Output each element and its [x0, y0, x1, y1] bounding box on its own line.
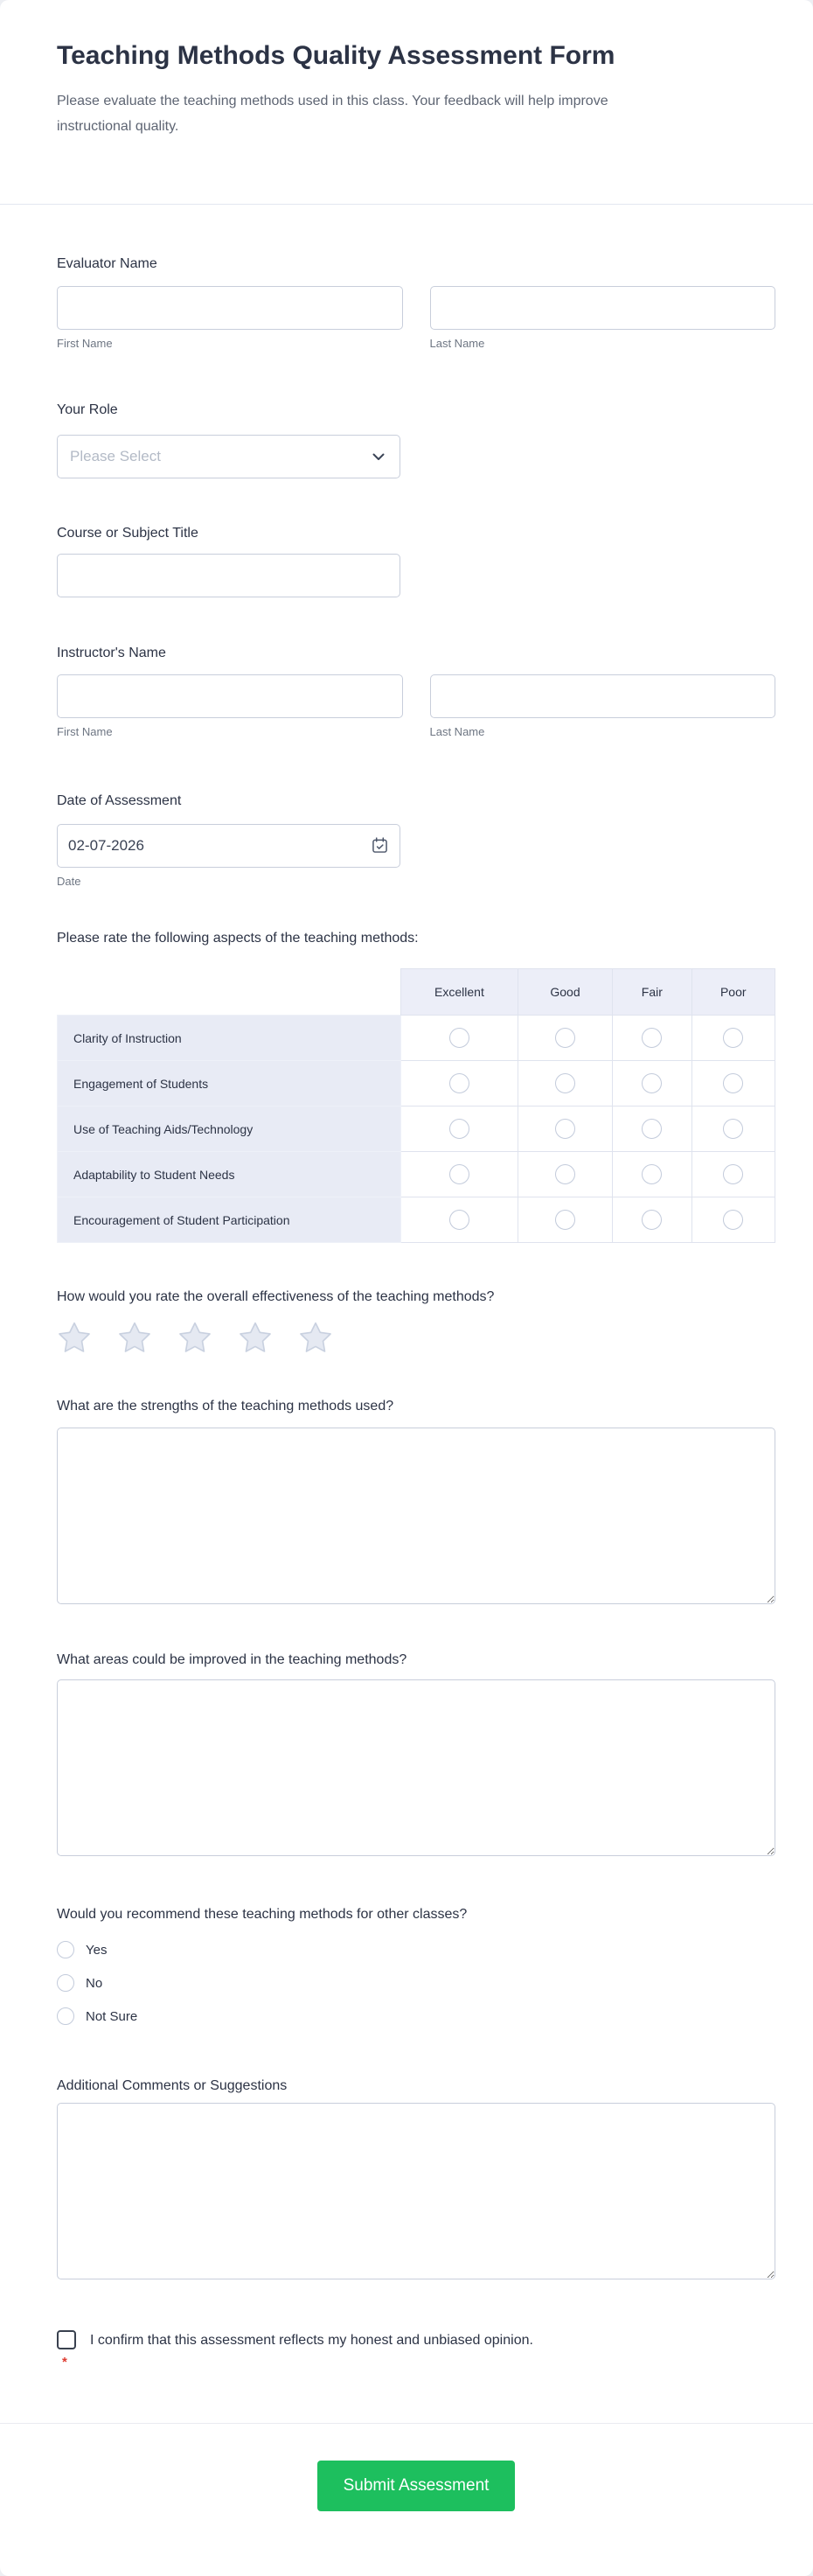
rating-radio-cell[interactable] — [613, 1061, 691, 1106]
option-label: Yes — [86, 1942, 108, 1958]
page-title: Teaching Methods Quality Assessment Form — [57, 41, 615, 70]
rating-table-label: Please rate the following aspects of the teaching methods: — [57, 931, 419, 946]
star-icon[interactable] — [238, 1321, 273, 1354]
rating-radio-cell[interactable] — [613, 1016, 691, 1061]
course-title-label: Course or Subject Title — [57, 526, 198, 541]
rating-column-header: Excellent — [401, 969, 518, 1016]
radio-icon — [642, 1073, 662, 1093]
radio-icon — [642, 1164, 662, 1184]
instructor-first-name-input[interactable] — [57, 674, 403, 718]
radio-icon — [723, 1210, 743, 1230]
radio-icon — [642, 1210, 662, 1230]
radio-icon — [449, 1210, 469, 1230]
option-label: Not Sure — [86, 2008, 138, 2024]
rating-column-header: Poor — [691, 969, 775, 1016]
rating-radio-cell[interactable] — [613, 1197, 691, 1243]
date-input[interactable] — [57, 824, 400, 868]
field-instructor-name — [57, 644, 775, 740]
field-overall-rating — [57, 1288, 775, 1354]
star-icon[interactable] — [117, 1321, 152, 1354]
rating-radio-cell[interactable] — [401, 1106, 518, 1152]
rating-row-label: Encouragement of Student Participation — [58, 1197, 401, 1243]
recommend-options — [57, 1937, 775, 2029]
radio-icon — [642, 1028, 662, 1048]
submit-button[interactable]: Submit Assessment — [317, 2461, 515, 2511]
radio-icon — [723, 1028, 743, 1048]
radio-icon — [723, 1164, 743, 1184]
rating-radio-cell[interactable] — [691, 1106, 775, 1152]
rating-column-header: Good — [518, 969, 612, 1016]
rating-row-label: Engagement of Students — [58, 1061, 401, 1106]
evaluator-first-name-input[interactable] — [57, 286, 403, 330]
radio-icon — [57, 1941, 74, 1958]
field-recommend — [57, 1905, 775, 2029]
form-header — [0, 0, 813, 139]
rating-radio-cell[interactable] — [518, 1152, 612, 1197]
radio-icon — [555, 1119, 575, 1139]
rating-row-label: Use of Teaching Aids/Technology — [58, 1106, 401, 1152]
option-label: No — [86, 1975, 103, 1991]
field-course-title — [57, 524, 775, 597]
recommend-option-no[interactable] — [57, 1970, 775, 1996]
rating-radio-cell[interactable] — [691, 1152, 775, 1197]
improvements-label: What areas could be improved in the teaching methods? — [57, 1652, 407, 1667]
recommend-option-not-sure[interactable] — [57, 2003, 775, 2029]
radio-icon — [449, 1164, 469, 1184]
required-asterisk: * — [62, 2355, 67, 2370]
rating-table-corner-cell — [58, 969, 401, 1016]
role-select-placeholder: Please Select — [70, 448, 161, 464]
rating-radio-cell[interactable] — [613, 1106, 691, 1152]
table-row — [58, 1152, 775, 1197]
form-body — [0, 255, 813, 2370]
table-row — [58, 1061, 775, 1106]
rating-radio-cell[interactable] — [518, 1106, 612, 1152]
rating-radio-cell[interactable] — [518, 1197, 612, 1243]
improvements-textarea[interactable] — [57, 1679, 775, 1856]
rating-radio-cell[interactable] — [691, 1016, 775, 1061]
radio-icon — [723, 1073, 743, 1093]
rating-radio-cell[interactable] — [401, 1016, 518, 1061]
strengths-textarea[interactable] — [57, 1428, 775, 1604]
field-your-role — [57, 401, 775, 478]
page-subtitle: Please evaluate the teaching methods used in this class. Your feedback will help improve instructional quality. — [57, 94, 608, 134]
field-strengths — [57, 1397, 775, 1604]
radio-icon — [555, 1028, 575, 1048]
course-title-input[interactable] — [57, 554, 400, 597]
header-divider — [0, 204, 813, 205]
rating-radio-cell[interactable] — [691, 1061, 775, 1106]
field-comments — [57, 2077, 775, 2279]
radio-icon — [642, 1119, 662, 1139]
rating-column-header: Fair — [613, 969, 691, 1016]
star-rating — [57, 1321, 775, 1354]
strengths-label: What are the strengths of the teaching methods used? — [57, 1399, 394, 1414]
rating-radio-cell[interactable] — [518, 1061, 612, 1106]
rating-row-label: Clarity of Instruction — [58, 1016, 401, 1061]
your-role-label: Your Role — [57, 402, 118, 417]
date-label: Date of Assessment — [57, 793, 182, 808]
rating-radio-cell[interactable] — [613, 1152, 691, 1197]
recommend-label: Would you recommend these teaching methods for other classes? — [57, 1907, 468, 1922]
radio-icon — [555, 1073, 575, 1093]
star-icon[interactable] — [177, 1321, 212, 1354]
calendar-icon[interactable] — [371, 836, 389, 855]
radio-icon — [57, 1974, 74, 1992]
rating-radio-cell[interactable] — [401, 1197, 518, 1243]
rating-row-label: Adaptability to Student Needs — [58, 1152, 401, 1197]
field-improvements — [57, 1651, 775, 1856]
table-row — [58, 1016, 775, 1061]
evaluator-last-name-sublabel: Last Name — [429, 337, 485, 350]
rating-table-header-row — [58, 969, 775, 1016]
field-date-of-assessment — [57, 792, 775, 890]
chevron-down-icon — [372, 453, 385, 461]
field-rating-table — [57, 929, 775, 1243]
footer-divider — [0, 2423, 813, 2424]
radio-icon — [555, 1210, 575, 1230]
radio-icon — [555, 1164, 575, 1184]
rating-radio-cell[interactable] — [401, 1061, 518, 1106]
instructor-last-name-sublabel: Last Name — [429, 725, 485, 738]
evaluator-last-name-input[interactable] — [430, 286, 776, 330]
radio-icon — [57, 2007, 74, 2025]
instructor-first-name-sublabel: First Name — [57, 725, 113, 738]
table-row — [58, 1106, 775, 1152]
role-select[interactable] — [57, 435, 400, 478]
rating-radio-cell[interactable] — [401, 1152, 518, 1197]
radio-icon — [449, 1073, 469, 1093]
instructor-last-name-input[interactable] — [430, 674, 776, 718]
comments-textarea[interactable] — [57, 2103, 775, 2279]
instructor-name-label: Instructor's Name — [57, 646, 166, 660]
evaluator-name-label: Evaluator Name — [57, 256, 157, 271]
radio-icon — [449, 1119, 469, 1139]
comments-label: Additional Comments or Suggestions — [57, 2078, 288, 2093]
confirm-checkbox[interactable] — [57, 2330, 76, 2349]
recommend-option-yes[interactable] — [57, 1937, 775, 1963]
field-evaluator-name — [57, 255, 775, 352]
field-confirmation — [57, 2330, 775, 2370]
star-icon[interactable] — [57, 1321, 92, 1354]
rating-radio-cell[interactable] — [691, 1197, 775, 1243]
rating-table — [57, 968, 775, 1243]
evaluator-first-name-sublabel: First Name — [57, 337, 113, 350]
date-sublabel: Date — [57, 875, 81, 888]
radio-icon — [723, 1119, 743, 1139]
star-icon[interactable] — [298, 1321, 333, 1354]
rating-radio-cell[interactable] — [518, 1016, 612, 1061]
overall-rating-label: How would you rate the overall effectiveness of the teaching methods? — [57, 1289, 495, 1304]
table-row — [58, 1197, 775, 1243]
radio-icon — [449, 1028, 469, 1048]
confirm-label: I confirm that this assessment reflects my honest and unbiased opinion. — [90, 2333, 533, 2348]
